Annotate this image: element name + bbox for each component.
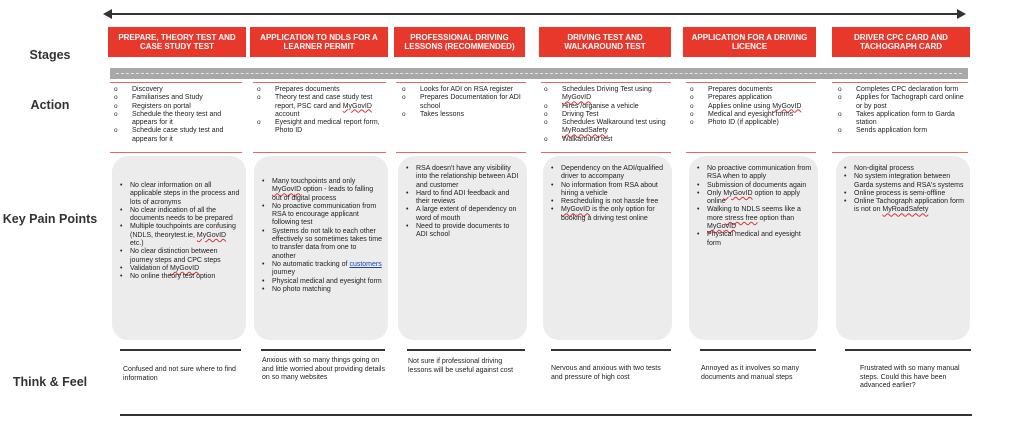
pain-item: • No clear indication of all the documents needs to be prepared — [118, 207, 240, 224]
pain-item: • RSA doesn't have any visibility into the relationship between ADI and customer — [404, 165, 521, 190]
pain-item: • No clear information on all applicable steps in the process and lots of acronyms — [118, 182, 240, 207]
action-item: o Prepares Documentation for ADI school — [396, 94, 524, 111]
think-feel-4: Nervous and anxious with two tests and pressure of high cost — [551, 365, 661, 381]
pain-box-6 — [836, 156, 970, 340]
action-item: o Prepares application — [684, 94, 816, 102]
think-bar-4 — [551, 349, 671, 351]
pain-accent-line-6 — [832, 152, 968, 153]
action-item: o Takes lessons — [396, 111, 524, 119]
pain-box-5 — [689, 156, 818, 340]
pain-item: • Only MyGovID option to apply online — [695, 190, 812, 207]
stage-header-1: PREPARE, THEORY TEST AND CASE STUDY TEST — [108, 27, 246, 57]
action-item: o Walkaround test — [538, 136, 670, 144]
action-item: o Prepares documents — [251, 86, 387, 94]
pain-item: • Dependency on the ADI/qualified driver to accompany — [549, 165, 666, 182]
action-item: o Photo ID (if applicable) — [684, 119, 816, 127]
stage-header-2: APPLICATION TO NDLS FOR A LEARNER PERMIT — [250, 27, 388, 57]
action-list-5 — [684, 86, 816, 152]
row-label-pain: Key Pain Points — [2, 212, 98, 226]
pain-item: • No proactive communication from RSA to encourage applicant following test — [260, 203, 382, 228]
stage-header-5: APPLICATION FOR A DRIVING LICENCE — [683, 27, 816, 57]
pain-accent-line-1 — [110, 152, 242, 153]
timeline-arrow-left-head — [103, 9, 112, 19]
think-feel-2: Anxious with so many things going on and little worried about providing details on so many websites — [262, 357, 385, 381]
pain-item: • Online Tachograph application form is not on MyRoadSafety — [842, 198, 964, 215]
think-bar-5 — [700, 349, 816, 351]
pain-item: • No automatic tracking of customers journey — [260, 261, 382, 278]
pain-item: • Many touchpoints and only MyGovID option - leads to falling out of digital process — [260, 178, 382, 203]
pain-accent-line-4 — [541, 152, 671, 153]
action-item: o Medical and eyesight forms — [684, 111, 816, 119]
action-accent-line-6 — [832, 82, 968, 83]
action-item: o Schedules Walkaround test using MyRoadSafety — [538, 119, 670, 136]
action-list-1 — [108, 86, 248, 152]
think-feel-3: Not sure if professional driving lessons will be useful against cost — [408, 358, 514, 374]
think-bar-6 — [845, 349, 971, 351]
stage-header-4: DRIVING TEST AND WALKAROUND TEST — [539, 27, 671, 57]
think-bar-1 — [120, 349, 241, 351]
pain-item: • Submission of documents again — [695, 182, 812, 190]
action-accent-line-5 — [686, 82, 816, 83]
pain-item: • No clear distinction between journey steps and CPC steps — [118, 248, 240, 265]
stage-divider-dashes — [116, 73, 962, 74]
action-item: o Registers on portal — [108, 103, 248, 111]
think-feel-1: Confused and not sure where to find information — [123, 366, 236, 382]
timeline-arrow-right-head — [957, 9, 966, 19]
action-item: o Applies online using MyGovID — [684, 103, 816, 111]
pain-item: • Multiple touchpoints are confusing (NDLS, theorytest.ie, MyGovID etc.) — [118, 223, 240, 248]
action-accent-line-2 — [253, 82, 386, 83]
stage-divider-band — [110, 68, 968, 79]
pain-item: • No information from RSA about hiring a vehicle — [549, 182, 666, 199]
pain-accent-line-3 — [396, 152, 526, 153]
action-item: o Takes application form to Garda station — [832, 111, 970, 128]
pain-item: • Need to provide documents to ADI school — [404, 223, 521, 240]
action-list-6 — [832, 86, 970, 152]
pain-item: • Non-digital process — [842, 165, 964, 173]
pain-item: • MyGovID is the only option for booking a driving test online — [549, 206, 666, 223]
pain-item: • Validation of MyGovID — [118, 265, 240, 273]
pain-item: • Physical medical and eyesight form — [260, 278, 382, 286]
pain-accent-line-5 — [686, 152, 816, 153]
action-item: o Driving Test — [538, 111, 670, 119]
pain-item: • No system integration between Garda systems and RSA's systems — [842, 173, 964, 190]
action-item: o Completes CPC declaration form — [832, 86, 970, 94]
action-item: o Applies for Tachograph card online or by post — [832, 94, 970, 111]
action-item: o Schedule case study test and appears for it — [108, 127, 248, 144]
action-accent-line-3 — [396, 82, 526, 83]
action-accent-line-1 — [110, 82, 242, 83]
action-accent-line-4 — [541, 82, 671, 83]
action-item: o Familiarises and Study — [108, 94, 248, 102]
pain-item: • No proactive communication from RSA when to apply — [695, 165, 812, 182]
think-bar-3 — [407, 349, 525, 351]
action-list-4 — [538, 86, 670, 152]
stage-header-3: PROFESSIONAL DRIVING LESSONS (RECOMMENDED) — [394, 27, 525, 57]
pain-accent-line-2 — [253, 152, 386, 153]
action-item: o Schedules Driving Test using MyGovID — [538, 86, 670, 103]
action-item: o Theory test and case study test report, PSC card and MyGovID account — [251, 94, 387, 119]
timeline-arrow — [108, 13, 961, 15]
pain-box-4 — [543, 156, 672, 340]
action-item: o Schedule the theory test and appears for it — [108, 111, 248, 128]
think-feel-6: Frustrated with so many manual steps. Could this have been advanced earlier? — [860, 365, 960, 389]
action-list-2 — [251, 86, 387, 152]
action-item: o Sends application form — [832, 127, 970, 135]
pain-item: • Physical medical and eyesight form — [695, 231, 812, 248]
pain-item: • Systems do not talk to each other effectively so sometimes takes time to transfer data from one to another — [260, 228, 382, 261]
row-label-think: Think & Feel — [12, 375, 88, 389]
action-item: o Prepares documents — [684, 86, 816, 94]
pain-item: • No photo matching — [260, 286, 382, 294]
action-item: o Hires /organise a vehicle — [538, 103, 670, 111]
action-item: o Discovery — [108, 86, 248, 94]
bottom-rule — [120, 414, 972, 416]
pain-item: • A large extent of dependency on word of mouth — [404, 206, 521, 223]
stage-header-6: DRIVER CPC CARD AND TACHOGRAPH CARD — [832, 27, 970, 57]
pain-item: • Rescheduling is not hassle free — [549, 198, 666, 206]
action-item: o Looks for ADI on RSA register — [396, 86, 524, 94]
row-label-action: Action — [30, 98, 70, 112]
pain-box-3 — [398, 156, 527, 340]
action-list-3 — [396, 86, 524, 152]
pain-box-1 — [112, 156, 246, 340]
think-feel-5: Annoyed as it involves so many documents and manual steps — [701, 365, 800, 381]
pain-item: • Online process is semi-offline — [842, 190, 964, 198]
pain-item: • Walking to NDLS seems like a more stress free option than MyGovID — [695, 206, 812, 231]
action-item: o Eyesight and medical report form, Photo ID — [251, 119, 387, 136]
think-bar-2 — [261, 349, 385, 351]
pain-item: • Hard to find ADI feedback and their reviews — [404, 190, 521, 207]
pain-item: • No online theory test option — [118, 273, 240, 281]
pain-box-2 — [254, 156, 388, 340]
row-label-stages: Stages — [29, 48, 71, 62]
